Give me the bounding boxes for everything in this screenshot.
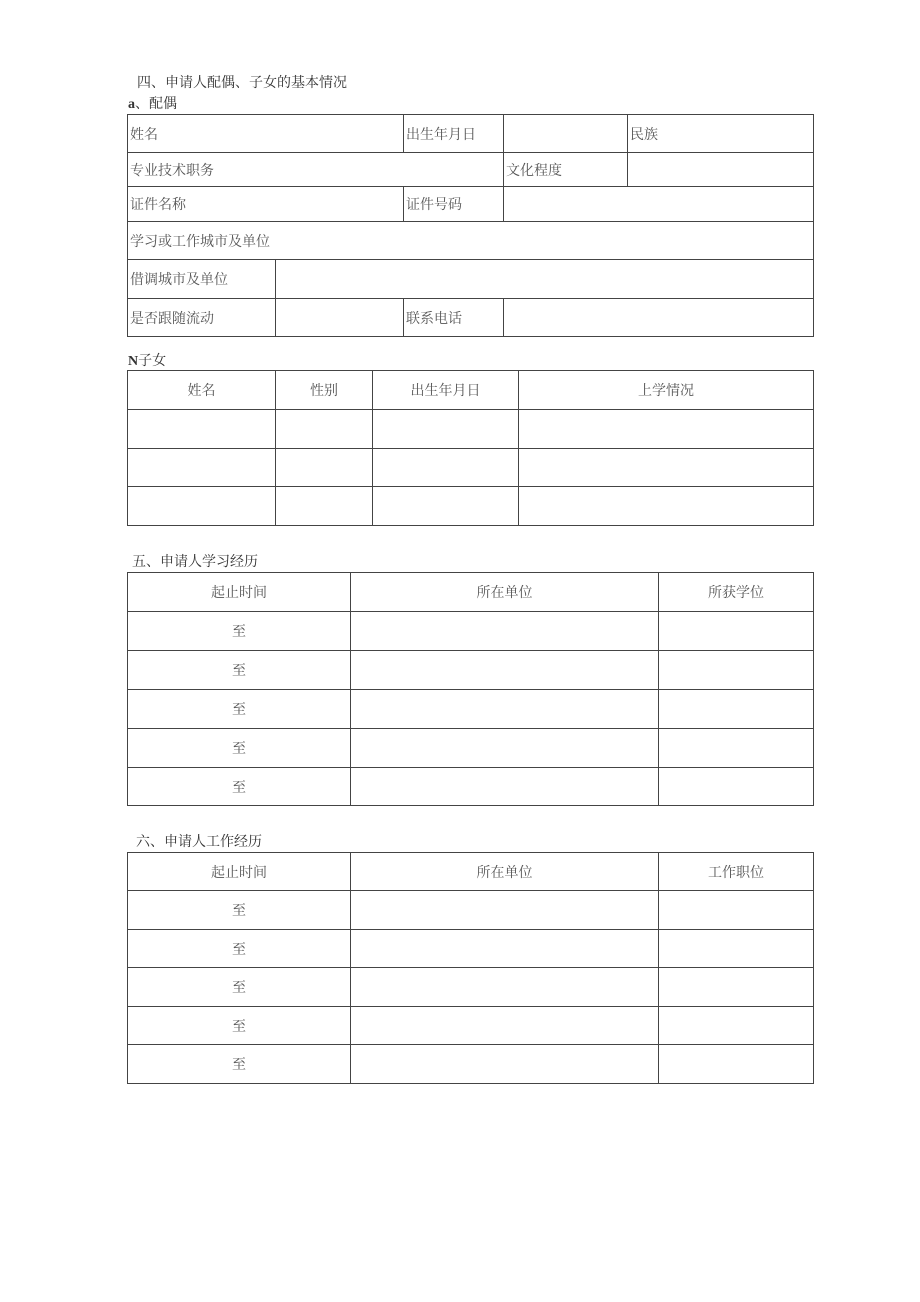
study-institution-field[interactable]: [351, 729, 659, 768]
study-period-field[interactable]: 至: [128, 612, 351, 651]
study-header-period: 起止时间: [128, 573, 351, 612]
work-header-position: 工作职位: [659, 853, 814, 891]
spouse-follow-label: 是否跟随流动: [128, 299, 276, 337]
study-history-table: [127, 572, 814, 806]
spouse-id-type-label: 证件名称: [128, 187, 404, 222]
child-gender-field[interactable]: [276, 487, 373, 526]
spouse-birth-field[interactable]: [504, 115, 628, 153]
study-period-field[interactable]: 至: [128, 768, 351, 806]
work-position-field[interactable]: [659, 891, 814, 930]
spouse-heading: [128, 95, 177, 114]
children-header-schooling: 上学情况: [519, 371, 814, 410]
section6-title: 六、申请人工作经历: [136, 834, 262, 850]
spouse-id-number-label: 证件号码: [404, 187, 504, 222]
study-period-field[interactable]: 至: [128, 729, 351, 768]
work-employer-field[interactable]: [351, 1007, 659, 1045]
children-header-birth: 出生年月日: [373, 371, 519, 410]
spouse-table: [127, 114, 814, 337]
study-institution-field[interactable]: [351, 651, 659, 690]
study-degree-field[interactable]: [659, 729, 814, 768]
work-history-table: [127, 852, 814, 1084]
spouse-follow-field[interactable]: [276, 299, 404, 337]
work-employer-field[interactable]: [351, 891, 659, 930]
children-heading-mark: N: [128, 354, 139, 369]
study-period-field[interactable]: 至: [128, 651, 351, 690]
study-period-field[interactable]: 至: [128, 690, 351, 729]
child-schooling-field[interactable]: [519, 449, 814, 487]
section5-title: 五、申请人学习经历: [132, 554, 258, 570]
child-gender-field[interactable]: [276, 449, 373, 487]
study-degree-field[interactable]: [659, 651, 814, 690]
spouse-name-label: 姓名: [128, 115, 404, 153]
work-period-field[interactable]: 至: [128, 1045, 351, 1084]
spouse-heading-mark: a: [128, 97, 135, 112]
children-header-gender: 性别: [276, 371, 373, 410]
child-birth-field[interactable]: [373, 449, 519, 487]
spouse-phone-label: 联系电话: [404, 299, 504, 337]
spouse-seconded-field[interactable]: [276, 260, 814, 299]
spouse-title-label: 专业技术职务: [128, 153, 504, 187]
spouse-phone-field[interactable]: [504, 299, 814, 337]
children-heading: [128, 352, 166, 371]
child-birth-field[interactable]: [373, 410, 519, 449]
study-institution-field[interactable]: [351, 612, 659, 651]
children-table: [127, 370, 814, 526]
study-header-institution: 所在单位: [351, 573, 659, 612]
child-name-field[interactable]: [128, 410, 276, 449]
work-header-period: 起止时间: [128, 853, 351, 891]
child-gender-field[interactable]: [276, 410, 373, 449]
study-institution-field[interactable]: [351, 768, 659, 806]
children-heading-text: 子女: [138, 353, 167, 369]
work-employer-field[interactable]: [351, 930, 659, 968]
study-institution-field[interactable]: [351, 690, 659, 729]
work-period-field[interactable]: 至: [128, 968, 351, 1007]
spouse-seconded-label: 借调城市及单位: [128, 260, 276, 299]
work-position-field[interactable]: [659, 1007, 814, 1045]
study-degree-field[interactable]: [659, 768, 814, 806]
child-schooling-field[interactable]: [519, 410, 814, 449]
work-period-field[interactable]: 至: [128, 930, 351, 968]
children-header-name: 姓名: [128, 371, 276, 410]
work-period-field[interactable]: 至: [128, 891, 351, 930]
work-header-employer: 所在单位: [351, 853, 659, 891]
spouse-education-label: 文化程度: [504, 153, 628, 187]
study-degree-field[interactable]: [659, 690, 814, 729]
spouse-education-field[interactable]: [628, 153, 814, 187]
work-position-field[interactable]: [659, 1045, 814, 1084]
work-employer-field[interactable]: [351, 968, 659, 1007]
spouse-birth-label: 出生年月日: [404, 115, 504, 153]
spouse-ethnicity-label: 民族: [628, 115, 814, 153]
work-position-field[interactable]: [659, 930, 814, 968]
work-period-field[interactable]: 至: [128, 1007, 351, 1045]
section4-title: 四、申请人配偶、子女的基本情况: [137, 75, 347, 91]
study-degree-field[interactable]: [659, 612, 814, 651]
child-schooling-field[interactable]: [519, 487, 814, 526]
spouse-study-work-label: 学习或工作城市及单位: [128, 222, 814, 260]
child-birth-field[interactable]: [373, 487, 519, 526]
child-name-field[interactable]: [128, 487, 276, 526]
study-header-degree: 所获学位: [659, 573, 814, 612]
spouse-id-number-field[interactable]: [504, 187, 814, 222]
child-name-field[interactable]: [128, 449, 276, 487]
work-position-field[interactable]: [659, 968, 814, 1007]
spouse-heading-text: 、配偶: [135, 96, 177, 112]
work-employer-field[interactable]: [351, 1045, 659, 1084]
